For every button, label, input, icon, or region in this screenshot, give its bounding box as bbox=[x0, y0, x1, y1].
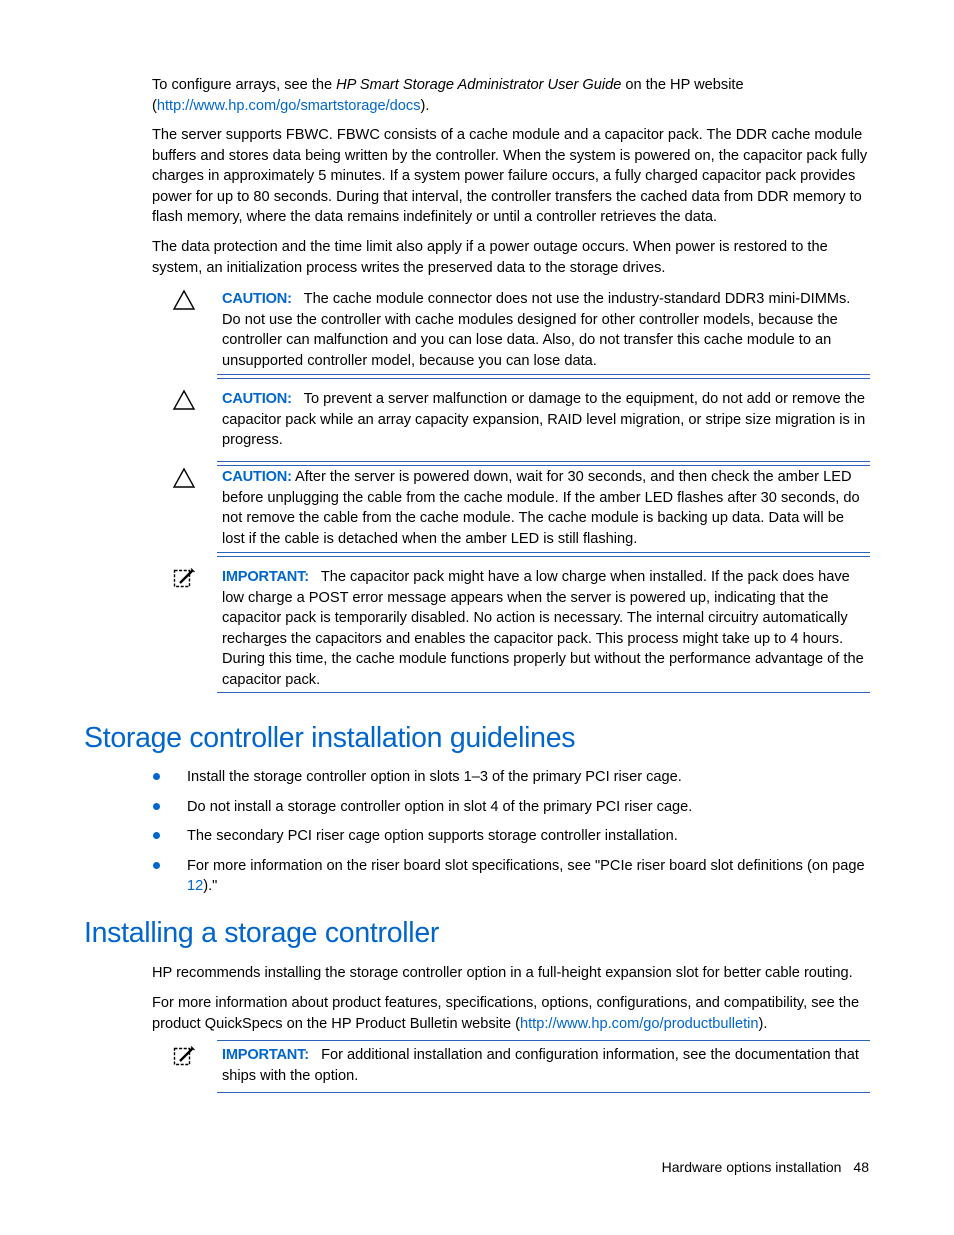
notice-divider bbox=[217, 374, 870, 379]
caution-triangle-icon bbox=[172, 389, 196, 411]
productbulletin-link[interactable]: http://www.hp.com/go/productbulletin bbox=[520, 1015, 759, 1032]
bullet-icon bbox=[153, 803, 160, 810]
bullet-icon bbox=[153, 773, 160, 780]
caution-label: CAUTION: bbox=[222, 391, 292, 407]
footer-section-title: Hardware options installation bbox=[661, 1159, 842, 1175]
important-label: IMPORTANT: bbox=[222, 1047, 309, 1063]
important-note-icon bbox=[172, 1045, 196, 1067]
caution-text bbox=[222, 289, 868, 371]
caution-body: After the server is powered down, wait for 30 seconds, and then check the amber LED before unplugging the cable from the cache module. If the amber LED flashes after 30 seconds, do not remove the cable from the cache module. The cache module is backing up data. Data will be lost if the cable is detached when the amber LED is still flashing. bbox=[222, 469, 860, 547]
guidelines-list bbox=[152, 767, 870, 897]
text: For more information about product features, specifications, options, configurations, and compatibility, see the product QuickSpecs on the HP Product Bulletin website ( bbox=[152, 995, 860, 1032]
intro-paragraph-1 bbox=[152, 75, 870, 116]
caution-text bbox=[222, 389, 868, 451]
notice-divider bbox=[217, 552, 870, 557]
list-item-text: Do not install a storage controller option in slot 4 of the primary PCI riser cage. bbox=[187, 798, 693, 815]
notice-divider bbox=[217, 461, 870, 466]
important-note-icon bbox=[172, 567, 196, 589]
list-item-text: )." bbox=[203, 878, 218, 895]
notice-divider bbox=[217, 692, 870, 693]
page-12-link[interactable]: 12 bbox=[187, 878, 204, 895]
caution-label: CAUTION: bbox=[222, 469, 292, 485]
smartstorage-docs-link[interactable]: http://www.hp.com/go/smartstorage/docs bbox=[156, 97, 421, 114]
list-item bbox=[152, 826, 870, 847]
section-heading-guidelines: Storage controller installation guidelines bbox=[84, 722, 576, 754]
bullet-icon bbox=[153, 862, 160, 869]
caution-text bbox=[222, 467, 868, 549]
caution-body: The cache module connector does not use the industry-standard DDR3 mini-DIMMs. Do not use the controller with cache modules designed for other controller models, because the controller can malfunction and you can lose data. Also, do not transfer this cache module to an unsupported controller model, because you can lose data. bbox=[222, 291, 851, 369]
important-text bbox=[222, 567, 868, 691]
text: on the HP website ( bbox=[152, 77, 744, 114]
list-item bbox=[152, 797, 870, 818]
list-item-text: For more information on the riser board slot specifications, see "PCIe riser board slot definitions (on page bbox=[187, 857, 865, 874]
installing-paragraph-1: HP recommends installing the storage controller option in a full-height expansion slot for better cable routing. bbox=[152, 965, 853, 981]
guide-title: HP Smart Storage Administrator User Guide bbox=[336, 77, 622, 93]
intro-paragraph-2: The server supports FBWC. FBWC consists of a cache module and a capacitor pack. The DDR cache module buffers and stores data being written by the controller. When the system is powered on, the capacitor pack fully charges in approximately 5 minutes. If a system power failure occurs, a fully charged capacitor pack provides power for up to 80 seconds. During that interval, the controller transfers the cached data from DDR memory to flash memory, where the data remains indefinitely or until a controller retrieves the data. bbox=[152, 127, 868, 226]
important-body: For additional installation and configuration information, see the documentation that ships with the option. bbox=[222, 1047, 859, 1084]
list-item-text: Install the storage controller option in slots 1–3 of the primary PCI riser cage. bbox=[187, 769, 682, 785]
bullet-icon bbox=[153, 832, 160, 839]
text: ). bbox=[758, 1015, 768, 1032]
important-text bbox=[222, 1045, 868, 1086]
notice-divider bbox=[217, 1040, 870, 1041]
list-item bbox=[152, 856, 870, 897]
section-heading-installing: Installing a storage controller bbox=[84, 917, 440, 949]
important-body: The capacitor pack might have a low charge when installed. If the pack does have low charge a POST error message appears when the server is powered up, indicating that the capacitor pack is temporarily disabled. No action is necessary. The internal circuitry automatically recharges the capacitors and enables the capacitor pack. This process might take up to 4 hours. During this time, the cache module functions properly but without the performance advantage of the capacitor pack. bbox=[222, 569, 864, 688]
page-number: 48 bbox=[853, 1159, 869, 1175]
text: ). bbox=[420, 97, 430, 114]
notice-divider bbox=[217, 1092, 870, 1093]
important-label: IMPORTANT: bbox=[222, 569, 309, 585]
intro-paragraph-3: The data protection and the time limit also apply if a power outage occurs. When power is restored to the system, an initialization process writes the preserved data to the storage drives. bbox=[152, 239, 828, 276]
installing-paragraph-2 bbox=[152, 993, 870, 1034]
caution-label: CAUTION: bbox=[222, 291, 292, 307]
list-item-text: The secondary PCI riser cage option supports storage controller installation. bbox=[187, 828, 678, 845]
caution-triangle-icon bbox=[172, 467, 196, 489]
list-item bbox=[152, 767, 870, 788]
page-footer bbox=[662, 1159, 869, 1175]
caution-triangle-icon bbox=[172, 289, 196, 311]
caution-body: To prevent a server malfunction or damage to the equipment, do not add or remove the capacitor pack while an array capacity expansion, RAID level migration, or stripe size migration is in progress. bbox=[222, 391, 866, 449]
text: To configure arrays, see the bbox=[152, 77, 337, 93]
